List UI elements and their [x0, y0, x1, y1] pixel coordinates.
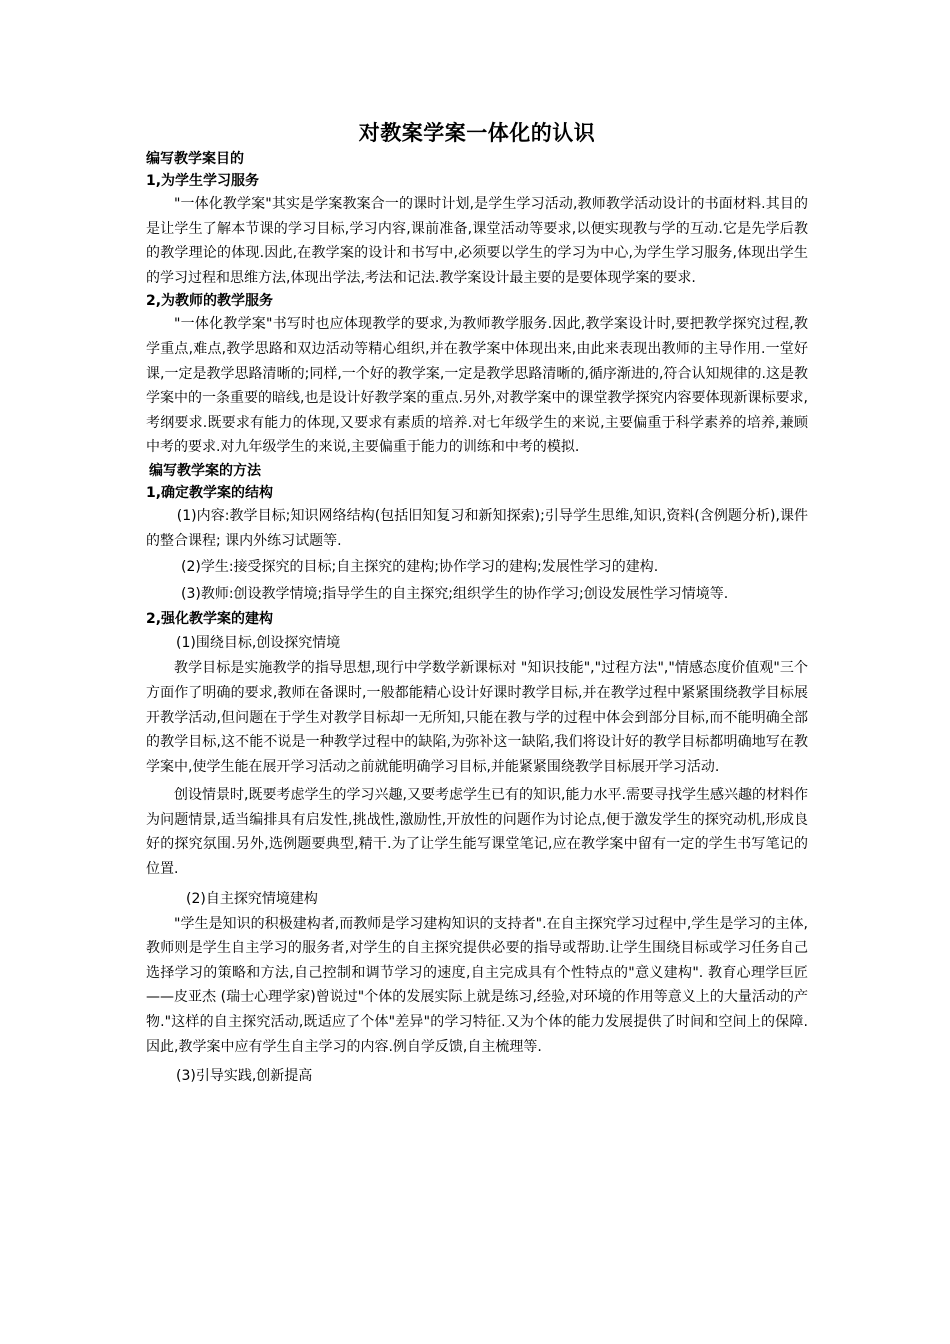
point-heading-structure: 1,确定教学案的结构: [146, 484, 274, 501]
paragraph-autonomous-inquiry: "学生是知识的积极建构者,而教师是学习建构知识的支持者".在自主探究学习过程中,学生是学习的主体,教师则是学生自主学习的服务者,对学生的自主探究提供必要的指导或帮助.让学生围绕目标或学习任务自己选择学习的策略和方法,自己控制和调节学习的速度,自主完成具有个性特点的"意义建构". 教育心理学巨匠——皮亚杰 (瑞士心理学家)曾说过"个体的发展实际上就是练习,经验,对环境的作用等意义上的大量活动的产物."这样的自主探究活动,既适应了个体"差异"的学习特征.又为个体的能力发展提供了时间和空间上的保障.因此,教学案中应有学生自主学习的内容.例自学反馈,自主梳理等.: [146, 915, 808, 1055]
point-heading-construction: 2,强化教学案的建构: [146, 611, 274, 628]
point-heading-teacher-teaching: 2,为教师的教学服务: [146, 293, 274, 310]
section-heading-methods: 编写教学案的方法: [149, 462, 261, 479]
point-heading-student-learning: 1,为学生学习服务: [146, 173, 260, 189]
structure-item-content: (1)内容:教学目标;知识网络结构(包括旧知复习和新知探索);引导学生思维,知识,资料(含例题分析),课件的整合课程; 课内外练习试题等.: [146, 507, 808, 549]
subheading-guided-practice: (3)引导实践,创新提高: [176, 1068, 313, 1085]
subheading-goal-situation: (1)围绕目标,创设探究情境: [176, 635, 341, 652]
document-page: [146, 118, 808, 1089]
document-title: 对教案学案一体化的认识: [358, 121, 596, 145]
structure-item-student: (2)学生:接受探究的目标;自主探究的建构;协作学习的建构;发展性学习的建构.: [181, 559, 659, 576]
structure-item-teacher: (3)教师:创设教学情境;指导学生的自主探究;组织学生的协作学习;创设发展性学习情境等.: [181, 585, 729, 602]
paragraph-teacher-teaching: "一体化教学案"书写时也应体现教学的要求,为教师教学服务.因此,教学案设计时,要把教学探究过程,教学重点,难点,教学思路和双边活动等精心组织,并在教学案中体现出来,由此来表现出教师的主导作用.一堂好课,一定是教学思路清晰的;同样,一个好的教学案,一定是教学思路清晰的,循序渐进的,符合认知规律的.这是教学案中的一条重要的暗线,也是设计好教学案的重点.另外,对教学案中的课堂教学探究内容要体现新课标要求,考纲要求.既要求有能力的体现,又要求有素质的培养.对七年级学生的来说,主要偏重于科学素养的培养,兼顾中考的要求.对九年级学生的来说,主要偏重于能力的训练和中考的模拟.: [146, 316, 808, 456]
section-heading-purpose: 编写教学案目的: [146, 151, 244, 167]
subheading-autonomous-inquiry: (2)自主探究情境建构: [186, 890, 318, 907]
paragraph-teaching-goals: 教学目标是实施教学的指导思想,现行中学数学新课标对 "知识技能","过程方法","情感态度价值观"三个方面作了明确的要求,教师在备课时,一般都能精心设计好课时教学目标,并在教学过程中紧紧围绕教学目标展开教学活动,但问题在于学生对教学目标却一无所知,只能在教与学的过程中体会到部分目标,而不能明确全部的教学目标,这不能不说是一种教学过程中的缺陷,为弥补这一缺陷,我们将设计好的教学目标都明确地写在教学案中,使学生能在展开学习活动之前就能明确学习目标,并能紧紧围绕教学目标展开学习活动.: [146, 660, 808, 775]
paragraph-student-learning: "一体化教学案"其实是学案教案合一的课时计划,是学生学习活动,教师教学活动设计的书面材料.其目的是让学生了解本节课的学习目标,学习内容,课前准备,课堂活动等要求,以便实现教与学的互动.它是先学后教的教学理论的体现.因此,在教学案的设计和书写中,必须要以学生的学习为中心,为学生学习服务,体现出学生的学习过程和思维方法,体现出学法,考法和记法.教学案设计最主要的是要体现学案的要求.: [146, 196, 808, 286]
paragraph-create-situation: 创设情景时,既要考虑学生的学习兴趣,又要考虑学生已有的知识,能力水平.需要寻找学生感兴趣的材料作为问题情景,适当编排具有启发性,挑战性,激励性,开放性的问题作为讨论点,便于激发学生的探究动机,形成良好的探究氛围.另外,选例题要典型,精干.为了让学生能写课堂笔记,应在教学案中留有一定的学生书写笔记的位置.: [146, 787, 808, 878]
